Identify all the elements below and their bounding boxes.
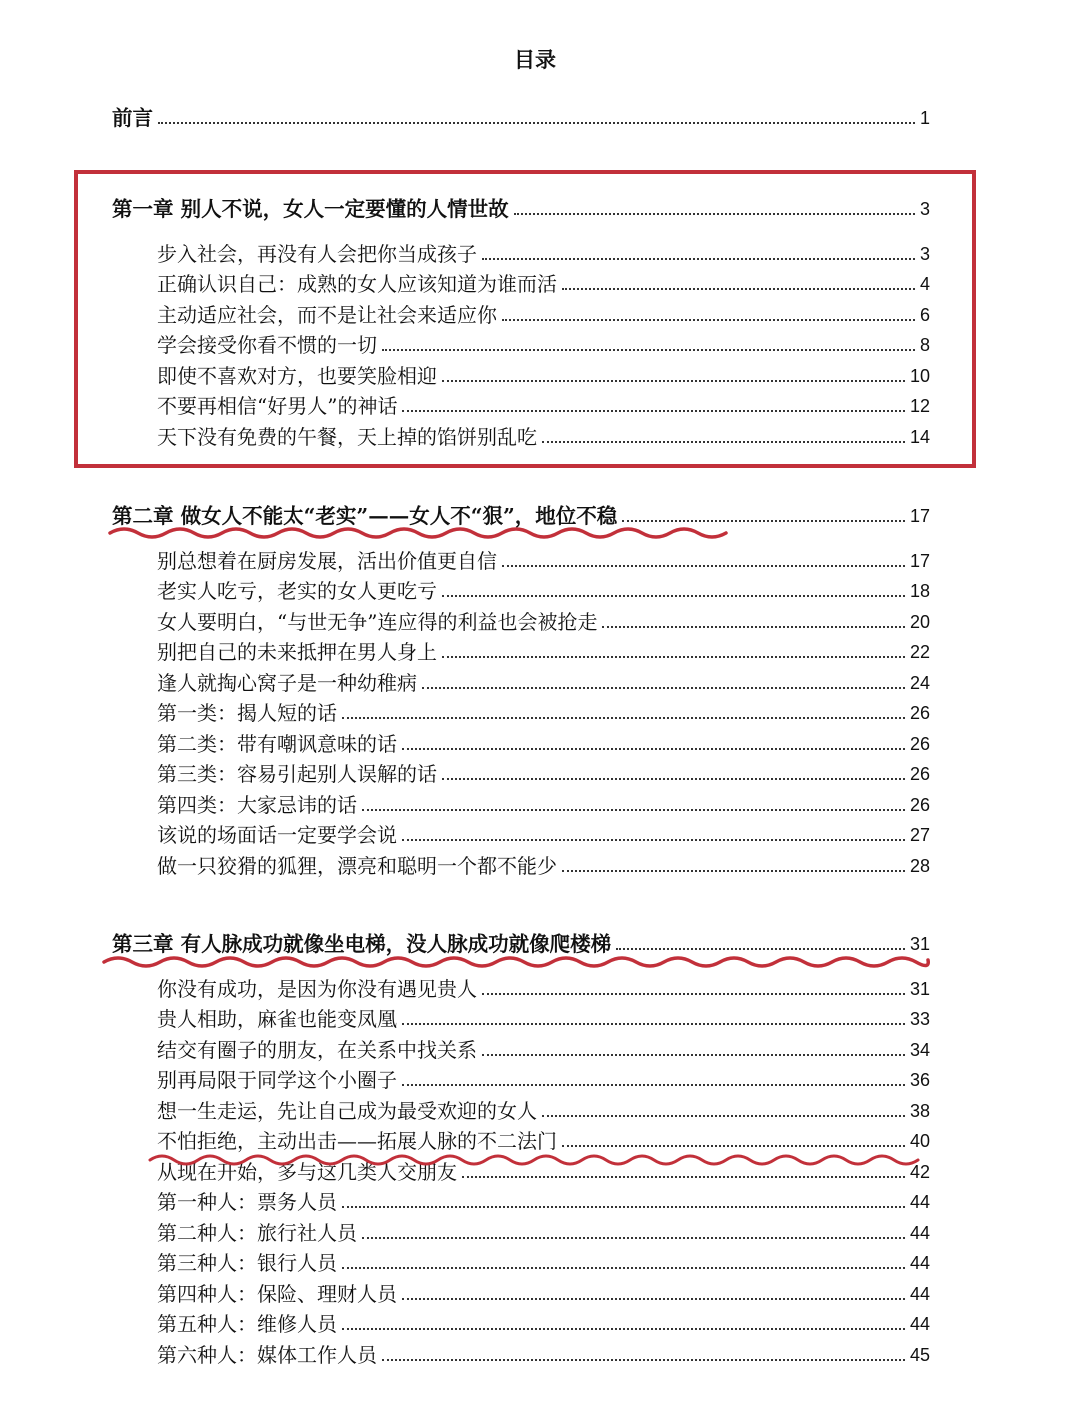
toc-section[interactable] [157, 1001, 930, 1031]
toc-page: 33 [909, 1009, 930, 1029]
toc-section[interactable] [157, 573, 930, 603]
toc-page: 45 [909, 1345, 930, 1365]
toc-section[interactable] [157, 726, 930, 756]
toc-label: 第二章 做女人不能太“老实”——女人不“狠”，地位不稳 [112, 504, 618, 528]
toc-section[interactable] [157, 1154, 930, 1184]
toc-page: 26 [909, 703, 930, 723]
leader-dots [342, 1206, 905, 1208]
toc-page: 42 [909, 1162, 930, 1182]
toc-page: 3 [919, 244, 930, 264]
leader-dots [362, 809, 905, 811]
toc-section[interactable] [157, 327, 930, 357]
leader-dots [342, 717, 905, 719]
toc-chapter-2[interactable] [112, 498, 930, 528]
toc-label: 学会接受你看不惯的一切 [157, 333, 377, 357]
leader-dots [402, 839, 905, 841]
toc-page: 1 [919, 108, 930, 128]
toc-section[interactable] [157, 604, 930, 634]
toc-page: 38 [909, 1101, 930, 1121]
toc-section[interactable] [157, 297, 930, 327]
toc-section[interactable] [157, 1215, 930, 1245]
leader-dots [402, 748, 905, 750]
toc-label: 老实人吃亏，老实的女人更吃亏 [157, 579, 437, 603]
toc-label: 第四类：大家忌讳的话 [157, 793, 357, 817]
toc-label: 贵人相助，麻雀也能变凤凰 [157, 1007, 397, 1031]
leader-dots [402, 1023, 905, 1025]
toc-page: 6 [919, 305, 930, 325]
toc-label: 别总想着在厨房发展，活出价值更自信 [157, 549, 497, 573]
toc-page: 26 [909, 795, 930, 815]
toc-label: 不怕拒绝，主动出击——拓展人脉的不二法门 [157, 1129, 557, 1153]
toc-label: 前言 [112, 106, 153, 130]
toc-section[interactable] [157, 419, 930, 449]
toc-label: 步入社会，再没有人会把你当成孩子 [157, 242, 477, 266]
toc-label: 从现在开始，多与这几类人交朋友 [157, 1160, 457, 1184]
toc-label: 该说的场面话一定要学会说 [157, 823, 397, 847]
toc-label: 第三章 有人脉成功就像坐电梯，没人脉成功就像爬楼梯 [112, 932, 612, 956]
leader-dots [482, 258, 915, 260]
toc-label: 第六种人：媒体工作人员 [157, 1343, 377, 1367]
leader-dots [602, 626, 905, 628]
toc-page: 31 [909, 934, 930, 954]
toc-page: 44 [909, 1223, 930, 1243]
leader-dots [616, 948, 905, 950]
leader-dots [514, 213, 915, 215]
toc-section[interactable] [157, 1337, 930, 1367]
leader-dots [402, 1084, 905, 1086]
toc-label: 天下没有免费的午餐，天上掉的馅饼别乱吃 [157, 425, 537, 449]
leader-dots [622, 520, 905, 522]
leader-dots [382, 349, 915, 351]
toc-section[interactable] [157, 1184, 930, 1214]
leader-dots [442, 656, 905, 658]
toc-chapter-3[interactable] [112, 926, 930, 956]
leader-dots [382, 1359, 905, 1361]
toc-page: 17 [909, 551, 930, 571]
leader-dots [342, 1267, 905, 1269]
leader-dots [562, 1145, 905, 1147]
toc-label: 第二类：带有嘲讽意味的话 [157, 732, 397, 756]
toc-label: 不要再相信“好男人”的神话 [157, 394, 398, 418]
toc-section[interactable] [157, 971, 930, 1001]
toc-label: 你没有成功，是因为你没有遇见贵人 [157, 977, 477, 1001]
leader-dots [542, 441, 905, 443]
leader-dots [442, 380, 905, 382]
toc-section[interactable] [157, 266, 930, 296]
toc-page: 34 [909, 1040, 930, 1060]
toc-section[interactable] [157, 358, 930, 388]
toc-page: 44 [909, 1284, 930, 1304]
toc-page: 40 [909, 1131, 930, 1151]
toc-section[interactable] [157, 787, 930, 817]
toc-label: 别把自己的未来抵押在男人身上 [157, 640, 437, 664]
toc-page: 24 [909, 673, 930, 693]
leader-dots [442, 595, 905, 597]
toc-label: 即使不喜欢对方，也要笑脸相迎 [157, 364, 437, 388]
toc-section[interactable] [157, 1245, 930, 1275]
toc-page: 26 [909, 734, 930, 754]
toc-label: 结交有圈子的朋友，在关系中找关系 [157, 1038, 477, 1062]
toc-page: 12 [909, 396, 930, 416]
toc-label: 第一章 别人不说，女人一定要懂的人情世故 [112, 197, 509, 221]
toc-page: 8 [919, 335, 930, 355]
toc-page: 36 [909, 1070, 930, 1090]
toc-page: 44 [909, 1253, 930, 1273]
toc-page: 44 [909, 1314, 930, 1334]
toc-label: 第二种人：旅行社人员 [157, 1221, 357, 1245]
leader-dots [422, 687, 905, 689]
leader-dots [402, 410, 905, 412]
leader-dots [342, 1328, 905, 1330]
toc-entry-preface[interactable] [112, 100, 930, 130]
toc-section[interactable] [157, 1306, 930, 1336]
page-title: 目录 [514, 47, 556, 72]
toc-label: 女人要明白，“与世无争”连应得的利益也会被抢走 [157, 610, 598, 634]
toc-label: 别再局限于同学这个小圈子 [157, 1068, 397, 1092]
toc-page: 26 [909, 764, 930, 784]
toc-label: 第三类：容易引起别人误解的话 [157, 762, 437, 786]
toc-label: 第一类：揭人短的话 [157, 701, 337, 725]
toc-page: 17 [909, 506, 930, 526]
toc-label: 第四种人：保险、理财人员 [157, 1282, 397, 1306]
leader-dots [158, 122, 915, 124]
toc-label: 想一生走运，先让自己成为最受欢迎的女人 [157, 1099, 537, 1123]
toc-label: 第一种人：票务人员 [157, 1190, 337, 1214]
toc-section[interactable] [157, 665, 930, 695]
toc-label: 第五种人：维修人员 [157, 1312, 337, 1336]
toc-label: 第三种人：银行人员 [157, 1251, 337, 1275]
toc-section[interactable] [157, 817, 930, 847]
toc-section[interactable] [157, 848, 930, 878]
toc-page: 4 [919, 274, 930, 294]
toc-section[interactable] [157, 695, 930, 725]
toc-section[interactable] [157, 543, 930, 573]
toc-page: 22 [909, 642, 930, 662]
leader-dots [502, 319, 915, 321]
toc-page: 10 [909, 366, 930, 386]
toc-section[interactable] [157, 1093, 930, 1123]
toc-page: 44 [909, 1192, 930, 1212]
toc-chapter-1[interactable] [112, 191, 930, 221]
toc-page: 18 [909, 581, 930, 601]
toc-label: 逢人就掏心窝子是一种幼稚病 [157, 671, 417, 695]
toc-section[interactable] [157, 236, 930, 266]
toc-section[interactable] [157, 634, 930, 664]
leader-dots [462, 1176, 905, 1178]
toc-label: 做一只狡猾的狐狸，漂亮和聪明一个都不能少 [157, 854, 557, 878]
leader-dots [362, 1237, 905, 1239]
toc-section[interactable] [157, 1062, 930, 1092]
toc-section[interactable] [157, 1032, 930, 1062]
toc-label: 主动适应社会，而不是让社会来适应你 [157, 303, 497, 327]
toc-page: 14 [909, 427, 930, 447]
leader-dots [482, 1054, 905, 1056]
leader-dots [502, 565, 905, 567]
toc-section[interactable] [157, 388, 930, 418]
toc-page: 31 [909, 979, 930, 999]
toc-page: 27 [909, 825, 930, 845]
leader-dots [442, 778, 905, 780]
toc-section[interactable] [157, 1123, 930, 1153]
wavy-underline-chapter-3 [104, 958, 928, 966]
toc-page: 3 [919, 199, 930, 219]
toc-page: 28 [909, 856, 930, 876]
wavy-underline-chapter-2 [110, 529, 726, 537]
leader-dots [562, 288, 915, 290]
toc-page: 20 [909, 612, 930, 632]
leader-dots [562, 870, 905, 872]
leader-dots [542, 1115, 905, 1117]
toc-section[interactable] [157, 756, 930, 786]
leader-dots [402, 1298, 905, 1300]
leader-dots [482, 993, 905, 995]
toc-section[interactable] [157, 1276, 930, 1306]
toc-label: 正确认识自己：成熟的女人应该知道为谁而活 [157, 272, 557, 296]
